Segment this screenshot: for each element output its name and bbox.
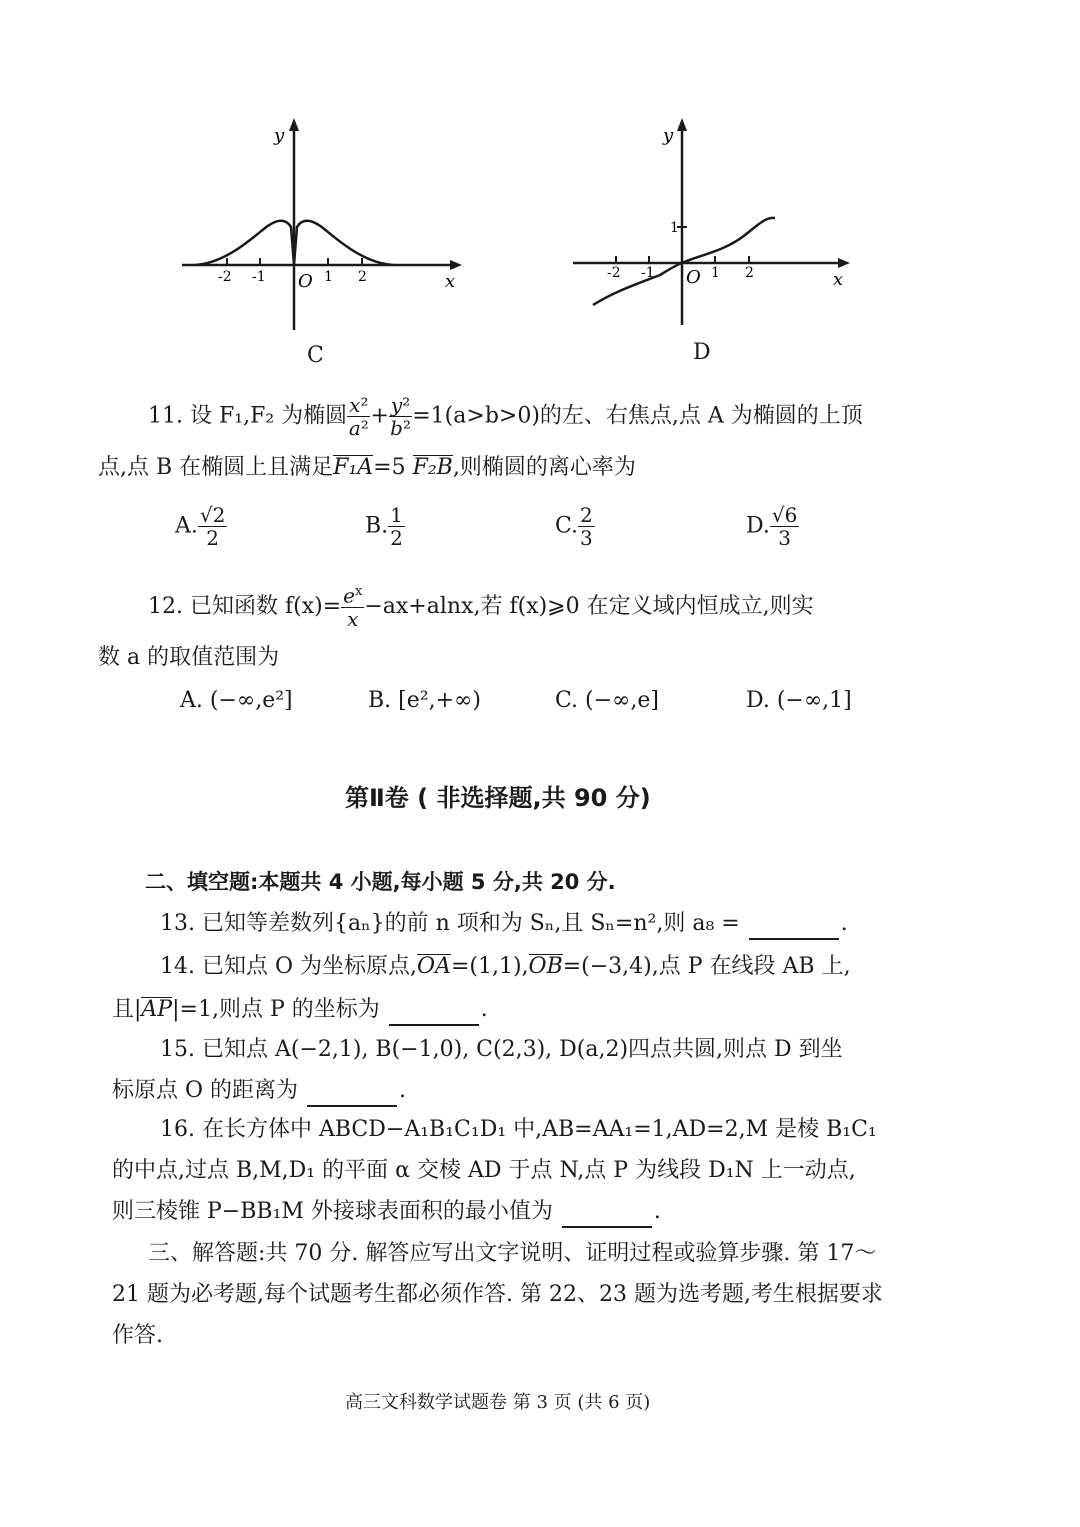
vector-f2b: F₂B — [412, 455, 453, 480]
q11-option-a-value: $\frac{√2}{2}$ — [199, 503, 226, 550]
q12-option-d: D. (−∞,1] — [746, 688, 852, 713]
graph-c-y-label: y — [274, 125, 285, 146]
graph-d-label: D — [693, 340, 711, 365]
graph-c-x-label: x — [445, 271, 456, 292]
solve-header-line-1: 三、解答题:共 70 分. 解答应写出文字说明、证明过程或验算步骤. 第 17～ — [148, 1241, 877, 1266]
q11-option-c: C. $\frac{2}{3}$ — [555, 503, 593, 550]
graph-d — [565, 115, 865, 335]
question-12-line-2: 数 a 的取值范围为 — [98, 645, 280, 670]
q11-text-e: ,则椭圆的离心率为 — [452, 455, 636, 480]
graph-d-origin: O — [686, 267, 701, 288]
question-13: 13. 已知等差数列{aₙ}的前 n 项和为 Sₙ,且 Sₙ=n²,则 a₈ = . — [160, 908, 848, 940]
answer-blank-16 — [562, 1204, 652, 1228]
question-15-line-1: 15. 已知点 A(−2,1), B(−1,0), C(2,3), D(a,2)四点共圆,则点 D 到坐 — [160, 1037, 843, 1062]
q11-option-d: D. $\frac{√6}{3}$ — [746, 503, 798, 550]
question-11-line-2 — [98, 452, 636, 484]
graph-d-x-label: x — [833, 269, 844, 290]
vector-f1a: F₁A — [333, 455, 374, 480]
question-number: 12. — [148, 593, 183, 619]
question-number: 11. — [148, 403, 183, 429]
answer-blank-13 — [749, 916, 839, 940]
section-2-title: 第Ⅱ卷 ( 非选择题,共 90 分) — [345, 784, 651, 812]
q11-text-b: =1(a>b>0)的左、右焦点,点 A 为椭圆的上顶 — [412, 403, 863, 429]
q11-option-a: A. $\frac{√2}{2}$ — [175, 503, 226, 550]
graph-c-origin: O — [298, 271, 313, 292]
q11-option-b: B. $\frac{1}{2}$ — [365, 503, 403, 550]
q12-option-b: B. [e²,+∞) — [368, 688, 481, 713]
q12-text-b: −ax+alnx,若 f(x)⩾0 在定义域内恒成立,则实 — [364, 593, 814, 619]
question-14-line-2: 且|AP|=1,则点 P 的坐标为 . — [112, 994, 488, 1026]
vector-oa: OA — [417, 954, 451, 979]
q12-option-a: A. (−∞,e²] — [180, 688, 293, 713]
vector-ob: OB — [528, 954, 563, 979]
graph-c-tick: -2 — [218, 269, 232, 285]
page-footer: 高三文科数学试题卷 第 3 页 (共 6 页) — [345, 1392, 651, 1413]
fraction-x2-a2: $\frac{\text{x²}}{\text{a²}}$ — [348, 393, 369, 440]
question-14-line-1: 14. 已知点 O 为坐标原点,OA=(1,1),OB=(−3,4),点 P 在线段 AB 上, — [160, 954, 851, 979]
graph-d-y-label: y — [663, 125, 674, 146]
fraction-ex-x: $\frac{e^x}{x}$ — [343, 583, 363, 631]
answer-blank-15 — [307, 1083, 397, 1107]
graph-c-tick: 1 — [324, 269, 333, 285]
q11-option-c-value: $\frac{2}{3}$ — [580, 503, 593, 550]
graph-c-tick: 2 — [358, 269, 367, 285]
graph-d-tick: -2 — [607, 265, 621, 281]
graph-c — [170, 115, 470, 335]
graph-d-tick: 2 — [745, 265, 754, 281]
question-15-line-2: 标原点 O 的距离为 . — [112, 1075, 406, 1107]
q12-option-c: C. (−∞,e] — [555, 688, 659, 713]
question-16-line-1: 16. 在长方体中 ABCD−A₁B₁C₁D₁ 中,AB=AA₁=1,AD=2,M 是棱 B₁C₁ — [160, 1117, 877, 1142]
fraction-y2-b2: $\frac{\text{y²}}{\text{b²}}$ — [390, 393, 411, 440]
graph-c-tick: -1 — [252, 269, 266, 285]
q12-text-a: 已知函数 f(x)= — [190, 593, 342, 619]
graph-d-y-tick: 1 — [670, 220, 679, 236]
question-16-line-2: 的中点,过点 B,M,D₁ 的平面 α 交棱 AD 于点 N,点 P 为线段 D₁N 上一动点, — [112, 1158, 856, 1183]
graph-d-tick: -1 — [641, 265, 655, 281]
question-11-line-1: 11. 设 F₁,F₂ 为椭圆 $\frac{\text{x²}}{\text{a²}}$ + $\frac{\text{y²}}{\text{b²}}$ =1(a>b>0)的左、右焦点,点 A 为椭圆的上顶 — [148, 393, 863, 440]
solve-header-line-3: 作答. — [112, 1323, 163, 1348]
q11-option-d-value: $\frac{√6}{3}$ — [771, 503, 798, 550]
q11-text-d: =5 — [373, 455, 406, 480]
answer-blank-14 — [389, 1002, 479, 1026]
q11-text-a: 设 F₁,F₂ 为椭圆 — [190, 403, 348, 429]
q11-text-c: 点,点 B 在椭圆上且满足 — [98, 455, 334, 480]
graph-c-label: C — [307, 343, 324, 368]
graph-d-tick: 1 — [711, 265, 720, 281]
question-12-line-1 — [148, 585, 814, 629]
q11-option-b-value: $\frac{1}{2}$ — [390, 503, 403, 550]
question-16-line-3: 则三棱锥 P−BB₁M 外接球表面积的最小值为 . — [112, 1196, 661, 1228]
vector-ap: AP — [141, 997, 173, 1022]
solve-header-line-2: 21 题为必考题,每个试题考生都必须作答. 第 22、23 题为选考题,考生根据要求 — [112, 1282, 883, 1307]
fill-blank-header: 二、填空题:本题共 4 小题,每小题 5 分,共 20 分. — [145, 870, 616, 894]
